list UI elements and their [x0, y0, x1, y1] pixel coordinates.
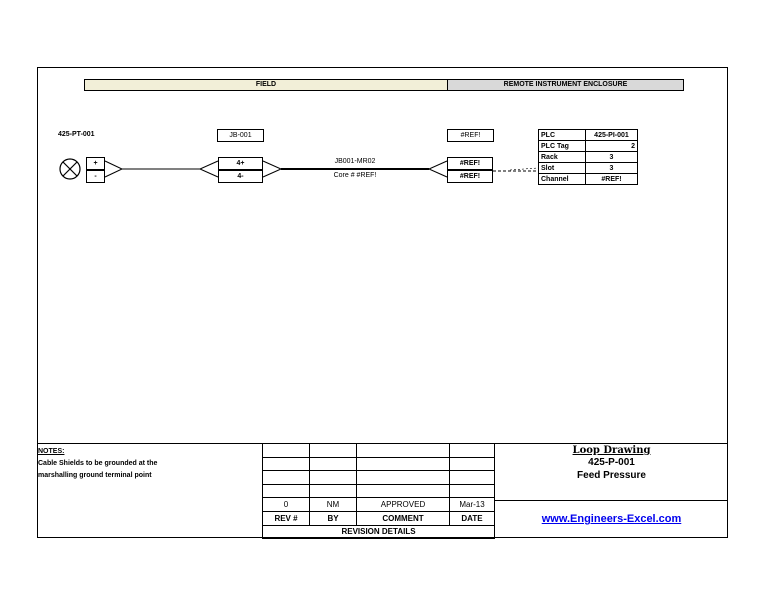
notes-heading: NOTES: — [38, 448, 65, 455]
jb-left-connector — [200, 161, 218, 177]
header-date: DATE — [450, 511, 495, 525]
instrument-connector — [105, 161, 122, 177]
plc-link-line-tail — [510, 168, 538, 170]
website-link[interactable]: www.Engineers-Excel.com — [541, 513, 682, 525]
field-zone-header: FIELD — [84, 79, 448, 91]
header-by: BY — [310, 511, 357, 525]
revision-details-label: REVISION DETAILS — [263, 525, 495, 539]
junction-box-tag: JB-001 — [217, 129, 264, 142]
header-comment: COMMENT — [357, 511, 450, 525]
plc-tag-row — [539, 141, 638, 152]
header-rev: REV # — [263, 511, 310, 525]
plc-value: 3 — [586, 152, 638, 163]
revision-comment: APPROVED — [357, 498, 450, 512]
instrument-terminal-minus: - — [86, 170, 105, 183]
notes-line: Cable Shields to be grounded at the — [38, 460, 158, 467]
channel-row — [539, 174, 638, 185]
plc-io-table — [538, 129, 638, 185]
plc-key: Channel — [539, 174, 586, 185]
title-block-divider — [495, 500, 728, 501]
plc-key: Rack — [539, 152, 586, 163]
slot-row — [539, 163, 638, 174]
drawing-description: Feed Pressure — [577, 470, 646, 481]
plc-value: 3 — [586, 163, 638, 174]
marshalling-terminal-2: #REF! — [447, 170, 493, 183]
revision-header-row — [263, 511, 495, 525]
drawing-title: Loop Drawing — [572, 445, 651, 456]
notes-line: marshalling ground terminal point — [38, 472, 152, 479]
rack-row — [539, 152, 638, 163]
instrument-symbol-icon — [60, 159, 80, 179]
revision-date: Mar-13 — [450, 498, 495, 512]
revision-rev: 0 — [263, 498, 310, 512]
instrument-terminal-plus: + — [86, 157, 105, 170]
marshalling-tag: #REF! — [447, 129, 494, 142]
cable-name: JB001-MR02 — [334, 158, 376, 165]
marshalling-terminal-1: #REF! — [447, 157, 493, 170]
notes-divider — [37, 443, 262, 444]
plc-value: 425-PI-001 — [586, 130, 638, 141]
enclosure-zone-header: REMOTE INSTRUMENT ENCLOSURE — [447, 79, 684, 91]
plc-row — [539, 130, 638, 141]
notes-block — [38, 446, 157, 482]
plc-value: #REF! — [586, 174, 638, 185]
plc-key: Slot — [539, 163, 586, 174]
plc-value: 2 — [586, 141, 638, 152]
jb-terminal-plus: 4+ — [218, 157, 263, 170]
title-block — [494, 443, 728, 538]
jb-terminal-minus: 4- — [218, 170, 263, 183]
jb-right-connector — [263, 161, 281, 177]
revision-table — [262, 443, 495, 539]
plc-key: PLC — [539, 130, 586, 141]
marshalling-left-connector — [429, 161, 447, 177]
cable-core: Core # #REF! — [333, 172, 377, 179]
drawing-number: 425-P-001 — [588, 457, 635, 468]
revision-row — [263, 498, 495, 512]
plc-key: PLC Tag — [539, 141, 586, 152]
revision-by: NM — [310, 498, 357, 512]
instrument-tag: 425-PT-001 — [58, 131, 95, 138]
